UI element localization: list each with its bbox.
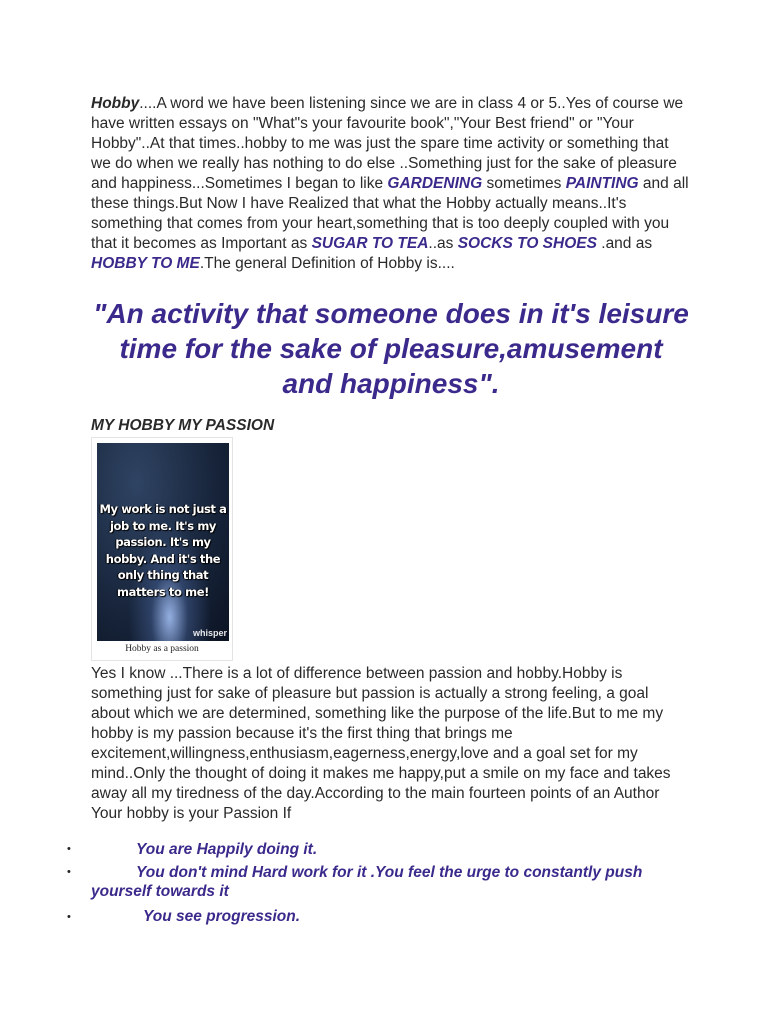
highlight-painting: PAINTING — [565, 175, 639, 192]
bullet-item-1: You are Happily doing it. — [136, 841, 318, 858]
intro-text-3: and all these things.But Now I have Realized that what the Hobby actually means..It's something that comes from your heart,something that is too deeply coupled with you that it becomes as Important as — [91, 175, 689, 252]
body-paragraph-2: Yes I know ...There is a lot of difference between passion and hobby.Hobby is something just for sake of pleasure but passion is actually a strong feeling, a goal about which we are determined, something like the purpose of the life.But to me my hobby is my passion because it's the first thing that brings me excitement,willingness,enthusiasm,eagerness,energy,love and a goal set for my mind..Only the thought of doing it makes me happy,put a smile on my face and takes away all my tiredness of the day.According to the main fourteen points of an Author Your hobby is your Passion If — [91, 665, 671, 822]
whisper-watermark: whisper — [192, 628, 227, 638]
figure-hobby-passion — [91, 437, 233, 661]
bullet-marker: • — [67, 911, 71, 923]
definition-quote: "An activity that someone does in it's leisure time for the sake of pleasure,amusement and happiness". — [93, 298, 689, 399]
highlight-socks-to-shoes: SOCKS TO SHOES — [457, 235, 597, 252]
intro-text-1: ....A word we have been listening since we are in class 4 or 5..Yes of course we have written essays on "What"s your favourite book","Your Best friend" or "Your Hobby"..At that times..hobby to me was just the spare time activity or something that we do when we really has nothing to do else ..Something just for the sake of pleasure and happiness...Sometimes I began to like — [91, 95, 684, 192]
passion-image — [97, 443, 229, 641]
figure-caption: Hobby as a passion — [125, 644, 199, 654]
intro-text-5: .and as — [596, 235, 653, 252]
section-heading: MY HOBBY MY PASSION — [91, 417, 275, 434]
bullet-item-3: You see progression. — [143, 908, 301, 925]
intro-text-4: ..as — [428, 235, 458, 252]
highlight-gardening: GARDENING — [387, 175, 483, 192]
bullet-marker: • — [67, 866, 71, 878]
bullet-marker: • — [67, 843, 71, 855]
highlight-hobby-to-me: HOBBY TO ME — [91, 255, 200, 272]
bullet-item-2: You don't mind Hard work for it .You feel the urge to constantly push yourself towards it — [91, 864, 643, 900]
intro-lead-word: Hobby — [91, 95, 140, 112]
intro-paragraph — [91, 94, 691, 274]
image-quote-text: My work is not just a job to me. It's my passion. It's my hobby. And it's the only thing that matters to me! — [99, 502, 227, 599]
intro-text-6: .The general Definition of Hobby is.... — [199, 255, 455, 272]
highlight-sugar-to-tea: SUGAR TO TEA — [311, 235, 429, 252]
intro-text-2: sometimes — [482, 175, 566, 192]
